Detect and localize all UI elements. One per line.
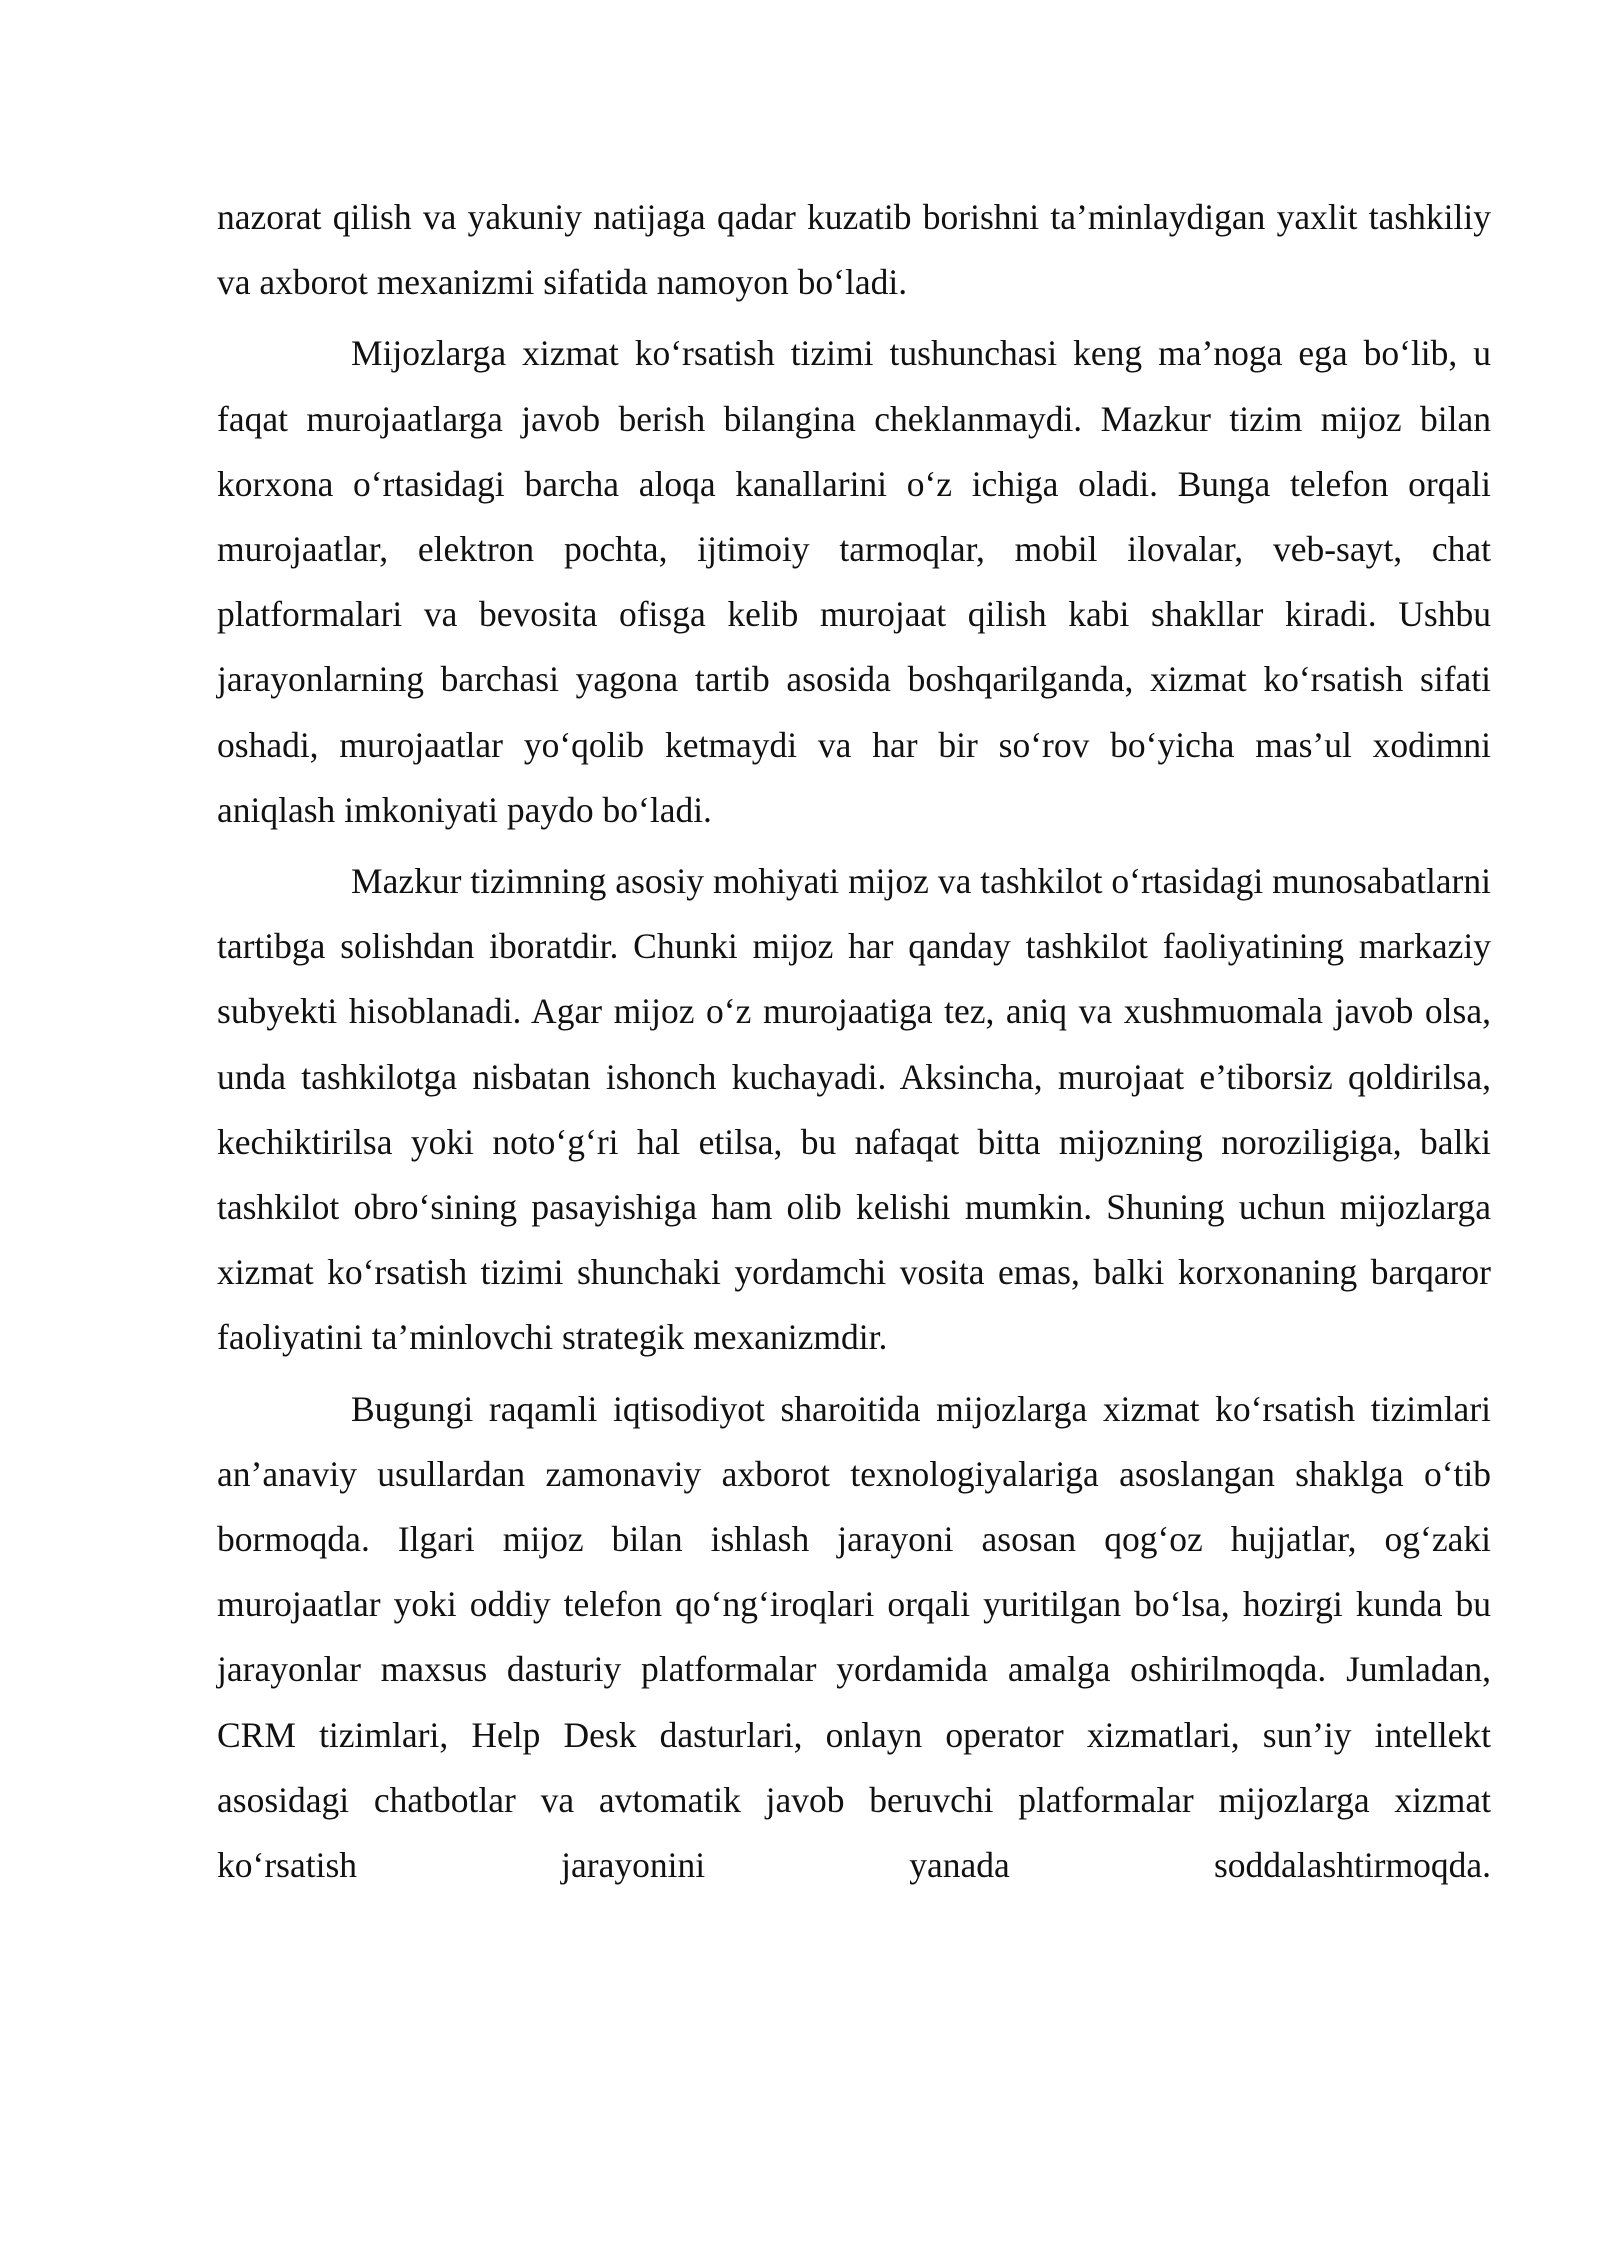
paragraph-digital-economy: Bugungi raqamli iqtisodiyot sharoitida mijozlarga xizmat ko‘rsatish tizimlari an’anaviy usullardan zamonaviy axborot texnologiyalariga asoslangan shaklga o‘tib bormoqda. Ilgari mijoz bilan ishlash jarayoni asosan qog‘oz hujjatlar, og‘zaki murojaatlar yoki oddiy telefon qo‘ng‘iroqlari orqali yuritilgan bo‘lsa, hozirgi kunda bu jarayonlar maxsus dasturiy platformalar yordamida amalga oshirilmoqda. Jumladan, CRM tizimlari, Help Desk dasturlari, onlayn operator xizmatlari, sun’iy intellekt asosidagi chatbotlar va avtomatik javob beruvchi platformalar mijozlarga xizmat ko‘rsatish jarayonini yanada soddalashtirmoqda. [217,1388,1491,1886]
paragraph-service-system-concept: Mijozlarga xizmat ko‘rsatish tizimi tushunchasi keng ma’noga ega bo‘lib, u faqat murojaatlarga javob berish bilangina cheklanmaydi. Mazkur tizim mijoz bilan korxona o‘rtasidagi barcha aloqa kanallarini o‘z ichiga oladi. Bunga telefon orqali murojaatlar, elektron pochta, ijtimoiy tarmoqlar, mobil ilovalar, veb-sayt, chat platformalari va bevosita ofisga kelib murojaat qilish kabi shakllar kiradi. Ushbu jarayonlarning barchasi yagona tartib asosida boshqarilganda, xizmat ko‘rsatish sifati oshadi, murojaatlar yo‘qolib ketmaydi va har bir so‘rov bo‘yicha mas’ul xodimni aniqlash imkoniyati paydo bo‘ladi. [217,333,1491,830]
paragraph-continuation: nazorat qilish va yakuniy natijaga qadar kuzatib borishni ta’minlaydigan yaxlit tashkiliy va axborot mexanizmi sifatida namoyon bo‘ladi. [217,197,1491,303]
paragraph-system-essence: Mazkur tizimning asosiy mohiyati mijoz va tashkilot o‘rtasidagi munosabatlarni tartibga solishdan iboratdir. Chunki mijoz har qanday tashkilot faoliyatining markaziy subyekti hisoblanadi. Agar mijoz o‘z murojaatiga tez, aniq va xushmuomala javob olsa, unda tashkilotga nisbatan ishonch kuchayadi. Aksincha, murojaat e’tiborsiz qoldirilsa, kechiktirilsa yoki noto‘g‘ri hal etilsa, bu nafaqat bitta mijozning noroziligiga, balki tashkilot obro‘sining pasayishiga ham olib kelishi mumkin. Shuning uchun mijozlarga xizmat ko‘rsatish tizimi shunchaki yordamchi vosita emas, balki korxonaning barqaror faoliyatini ta’minlovchi strategik mexanizmdir. [217,861,1491,1358]
body-text [217,185,1491,1898]
